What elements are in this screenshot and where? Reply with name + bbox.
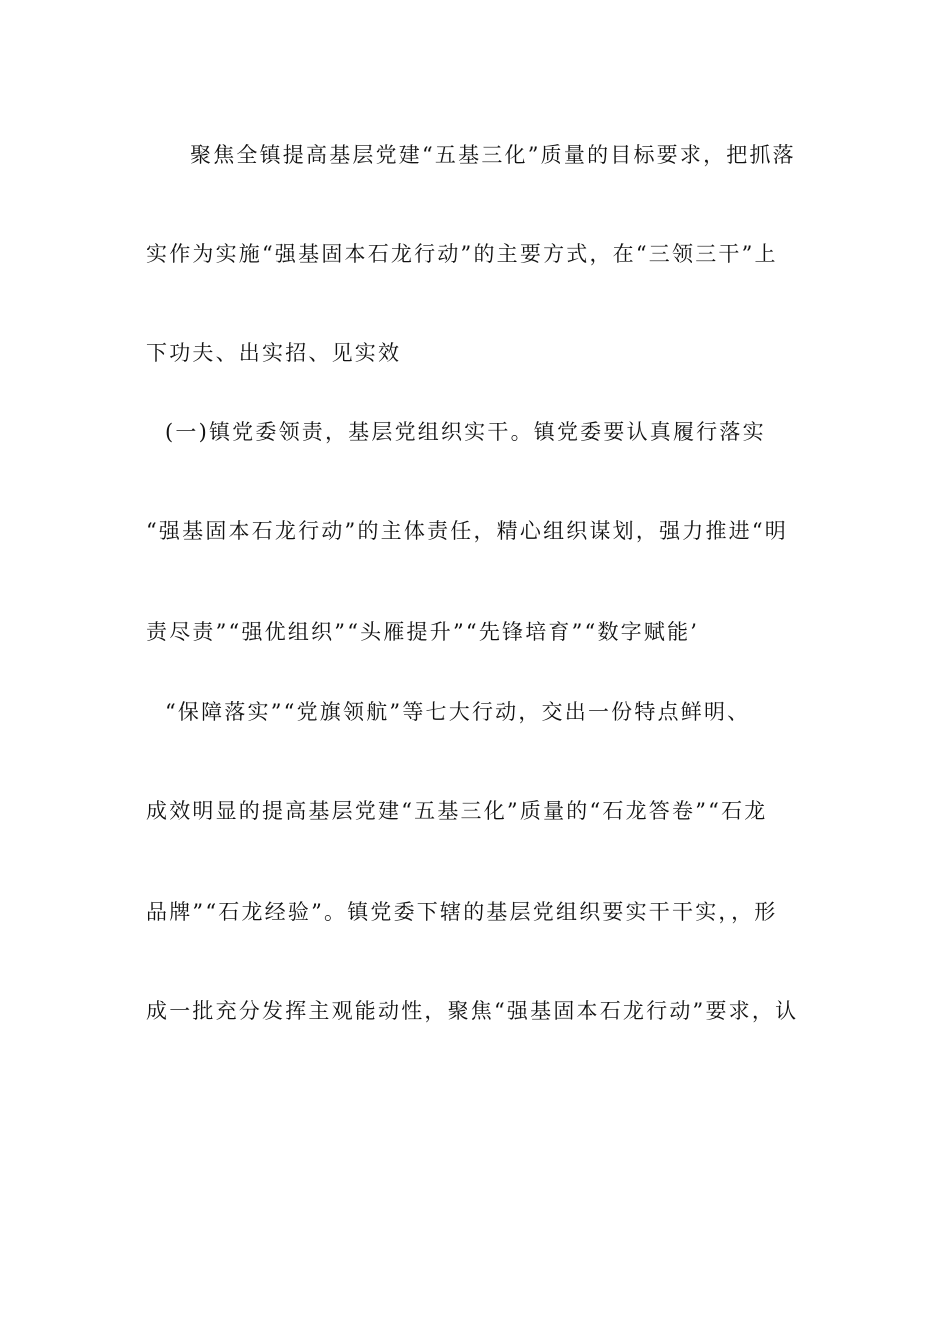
paragraph-line-10: 成一批充分发挥主观能动性，聚焦“强基固本石龙行动”要求，认 xyxy=(146,999,799,1023)
paragraph-line-1: 聚焦全镇提高基层党建“五基三化”质量的目标要求，把抓落 xyxy=(190,143,796,167)
section-heading-line: (一)镇党委领责，基层党组织实干。镇党委要认真履行落实 xyxy=(165,420,766,444)
paragraph-line-2: 实作为实施“强基固本石龙行动”的主要方式，在“三领三干”上 xyxy=(146,242,778,266)
paragraph-line-7: “保障落实”“党旗领航”等七大行动，交出一份特点鲜明、 xyxy=(165,700,751,724)
paragraph-line-6: 责尽责”“强优组织”“头雁提升”“先锋培育”“数字赋能’ xyxy=(146,620,700,644)
paragraph-line-8: 成效明显的提高基层党建“五基三化”质量的“石龙答卷”“石龙 xyxy=(146,799,768,823)
paragraph-line-5: “强基固本石龙行动”的主体责任，精心组织谋划，强力推进“明 xyxy=(146,519,789,543)
paragraph-line-9: 品牌”“石龙经验”。镇党委下辖的基层党组织要实干干实，，形 xyxy=(146,900,778,924)
paragraph-line-3: 下功夫、出实招、见实效 xyxy=(146,341,402,365)
